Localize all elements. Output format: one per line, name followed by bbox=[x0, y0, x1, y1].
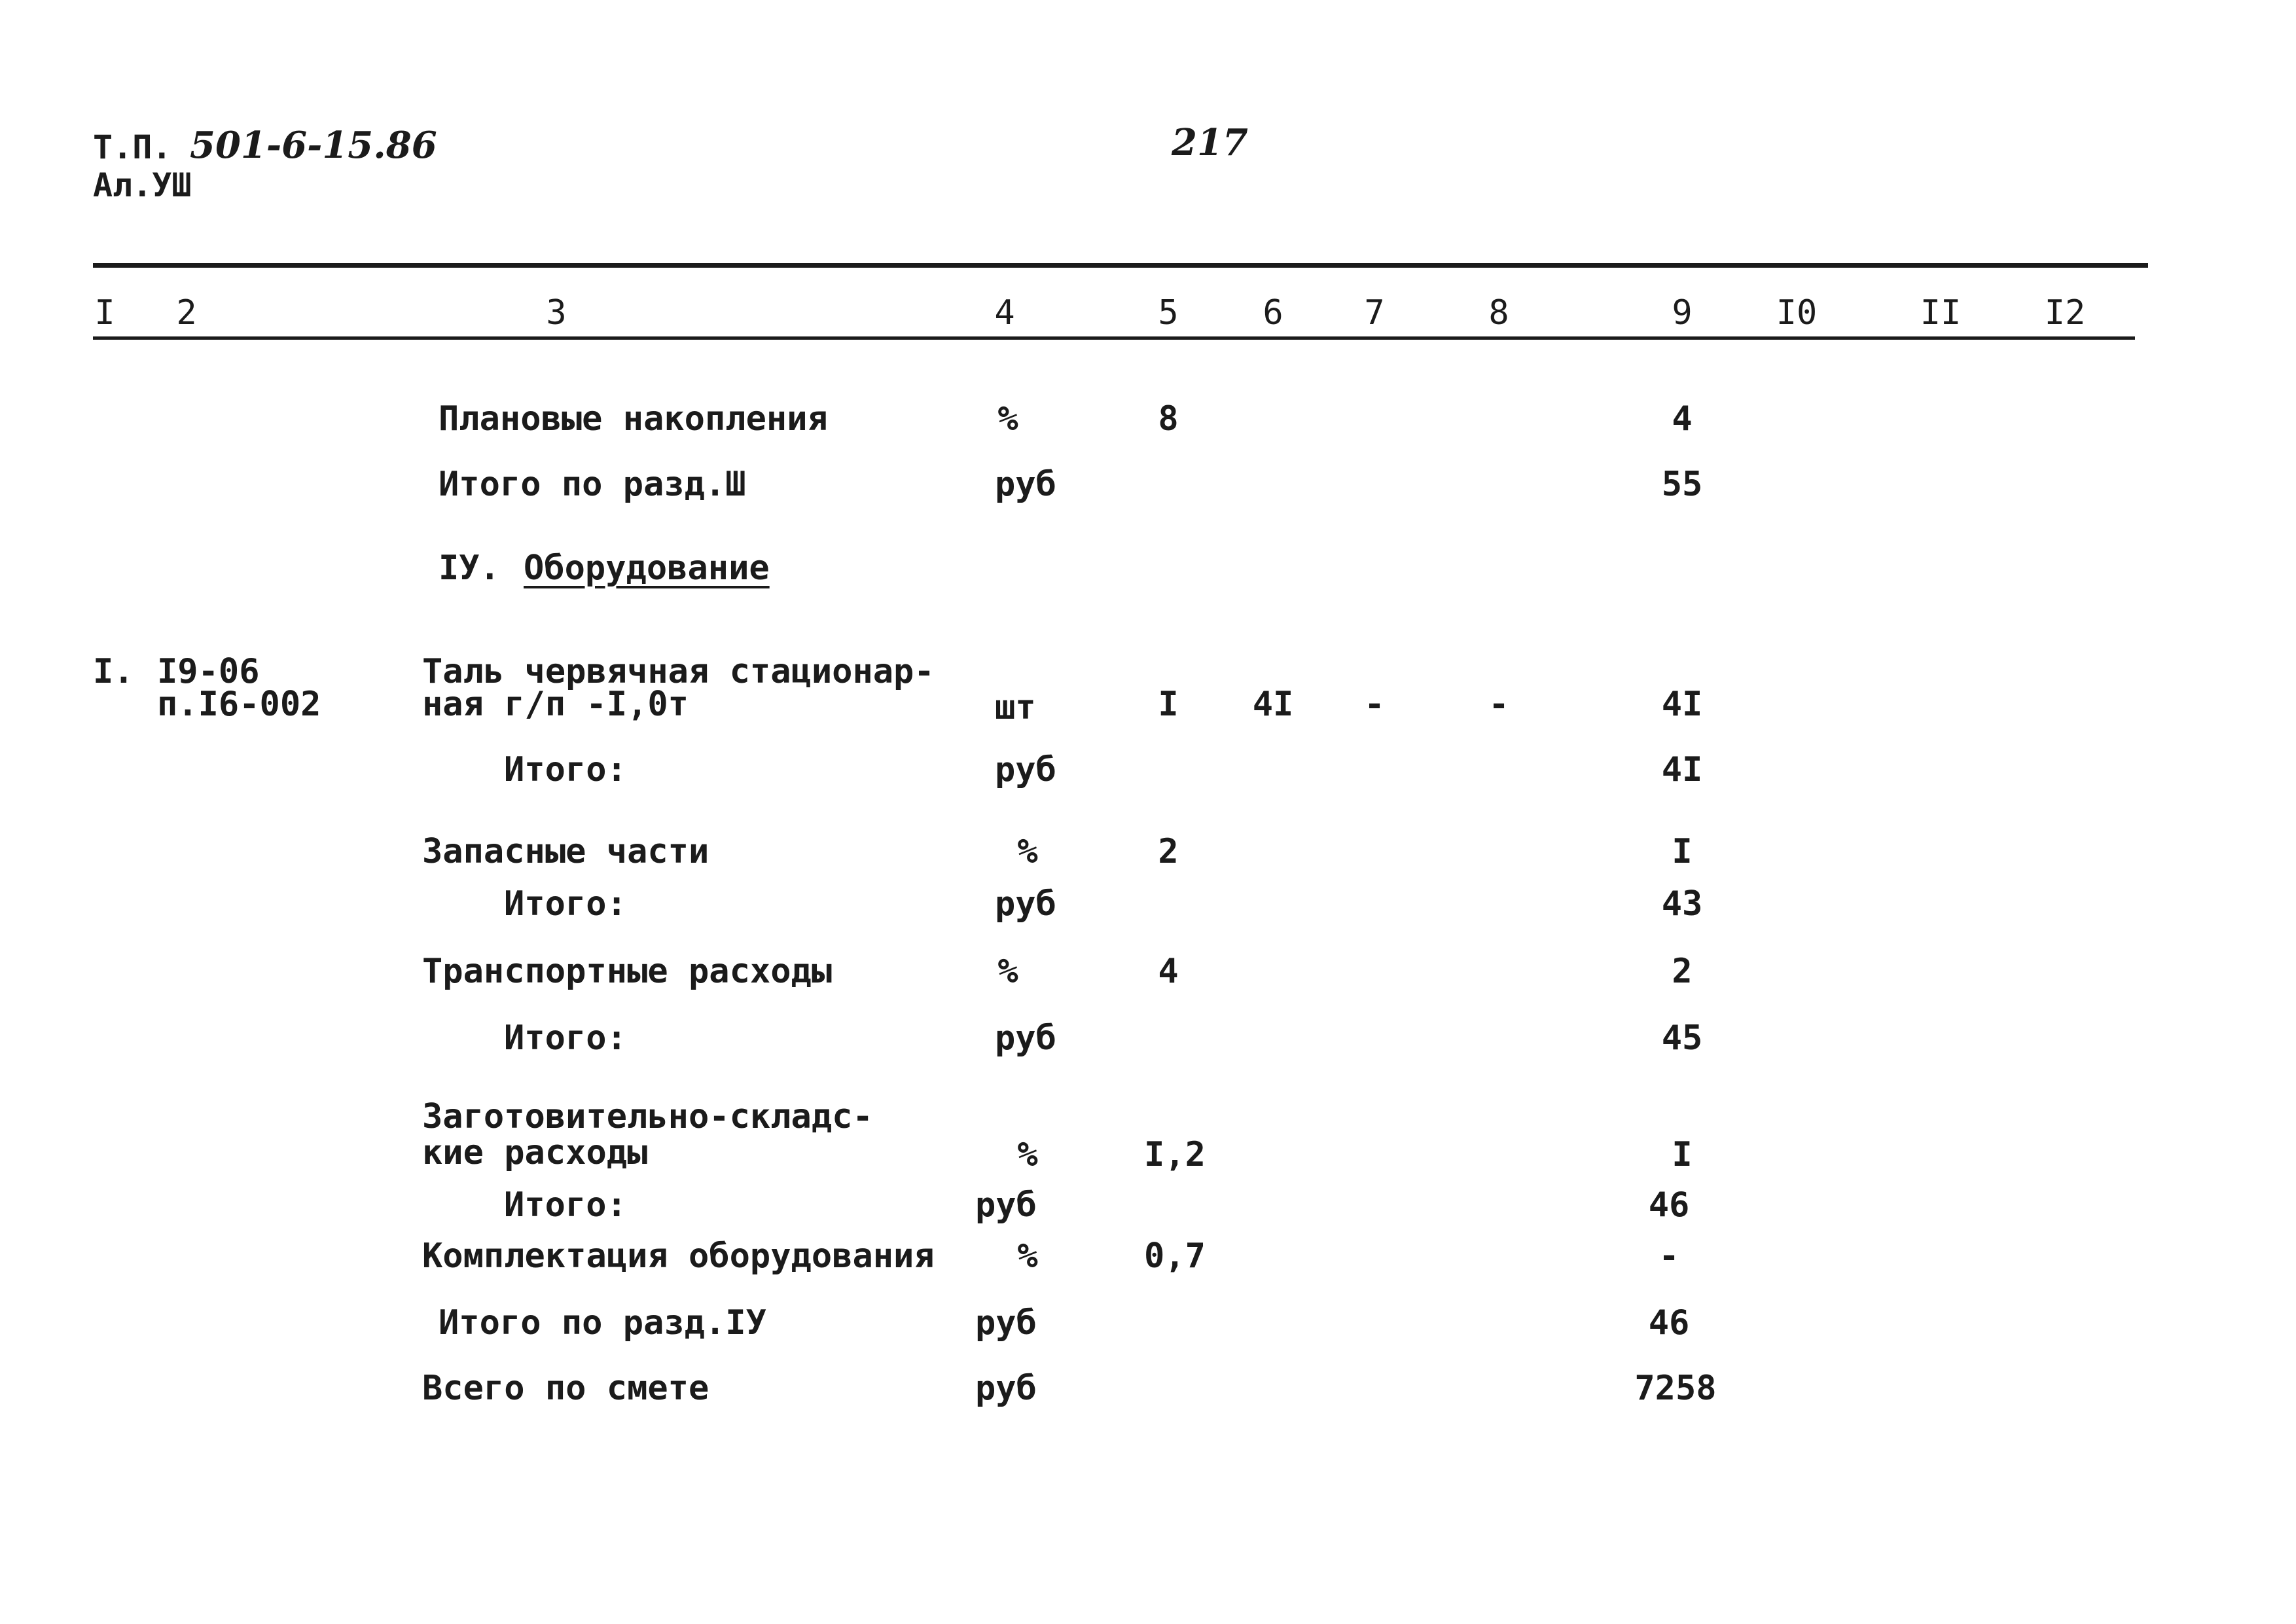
row-col5: 4 bbox=[1158, 952, 1179, 991]
row-col9: 43 bbox=[1661, 884, 1703, 924]
row-name: Итого: bbox=[504, 1185, 627, 1225]
row-col9: 4I bbox=[1661, 685, 1703, 724]
top-rule bbox=[93, 263, 2148, 268]
doc-code-number: 501-6-15.86 bbox=[190, 124, 437, 167]
row-col9: 4 bbox=[1672, 399, 1693, 439]
row-name: Итого: bbox=[504, 750, 627, 789]
header-underline bbox=[93, 336, 2135, 340]
col-header-10: I0 bbox=[1776, 293, 1818, 333]
col-header-6: 6 bbox=[1263, 293, 1283, 333]
col-header-8: 8 bbox=[1488, 293, 1509, 333]
col-header-3: 3 bbox=[546, 293, 567, 333]
row-unit: % bbox=[997, 399, 1018, 439]
album-label: Ал.УШ bbox=[93, 166, 192, 204]
row-col5: I bbox=[1158, 685, 1179, 724]
row-name: Комплектация оборудования bbox=[422, 1236, 935, 1276]
row-col9: 55 bbox=[1661, 465, 1703, 504]
row-col9: 7258 bbox=[1634, 1369, 1717, 1408]
col-header-5: 5 bbox=[1158, 293, 1179, 333]
col-header-1: I bbox=[94, 293, 115, 333]
row-unit: руб bbox=[995, 1019, 1056, 1058]
col-header-9: 9 bbox=[1672, 293, 1693, 333]
row-unit: руб bbox=[975, 1185, 1037, 1225]
doc-code-prefix: Т.П. bbox=[93, 128, 172, 166]
row-name: Запасные части bbox=[422, 832, 709, 871]
col-header-2: 2 bbox=[176, 293, 197, 333]
row-unit: руб bbox=[975, 1303, 1037, 1343]
section-number: IУ. bbox=[439, 549, 500, 588]
row-name: Всего по смете bbox=[422, 1369, 709, 1408]
row-col5: 0,7 bbox=[1144, 1236, 1206, 1276]
row-col5: I,2 bbox=[1144, 1135, 1206, 1174]
row-code-line1: I9-06 bbox=[157, 652, 260, 691]
row-name-line1: Заготовительно-складс- bbox=[422, 1097, 873, 1136]
row-code-line2: п.I6-002 bbox=[157, 685, 321, 724]
page-number: 217 bbox=[1172, 121, 1248, 164]
row-unit: % bbox=[1017, 832, 1038, 871]
row-name: Транспортные расходы bbox=[422, 952, 833, 991]
row-name-line1: Таль червячная стационар- bbox=[422, 652, 935, 691]
row-col9: I bbox=[1672, 832, 1693, 871]
row-col9: - bbox=[1659, 1236, 1679, 1276]
row-name: Итого: bbox=[504, 1019, 627, 1058]
row-unit: % bbox=[1017, 1236, 1038, 1276]
row-name: Итого по разд.Ш bbox=[439, 465, 746, 504]
col-header-12: I2 bbox=[2044, 293, 2086, 333]
row-number: I. bbox=[93, 652, 134, 691]
row-col9: 46 bbox=[1648, 1185, 1690, 1225]
row-unit: руб bbox=[975, 1369, 1037, 1408]
col-header-4: 4 bbox=[994, 293, 1015, 333]
row-unit: % bbox=[997, 952, 1018, 991]
row-unit: % bbox=[1017, 1135, 1038, 1174]
row-col9: I bbox=[1672, 1135, 1693, 1174]
row-col6: 4I bbox=[1252, 685, 1294, 724]
row-col9: 45 bbox=[1661, 1019, 1703, 1058]
row-name: Плановые накопления bbox=[439, 399, 828, 439]
row-name: Итого по разд.IУ bbox=[439, 1303, 766, 1343]
row-name-line2: кие расходы bbox=[422, 1133, 648, 1172]
row-unit: шт bbox=[995, 688, 1036, 727]
section-title: Оборудование bbox=[524, 549, 770, 588]
row-col9: 2 bbox=[1672, 952, 1693, 991]
row-col5: 8 bbox=[1158, 399, 1179, 439]
row-unit: руб bbox=[995, 750, 1056, 789]
row-unit: руб bbox=[995, 884, 1056, 924]
row-col8: - bbox=[1488, 685, 1509, 724]
row-col7: - bbox=[1364, 685, 1385, 724]
row-unit: руб bbox=[995, 465, 1056, 504]
row-col9: 4I bbox=[1661, 750, 1703, 789]
row-name: Итого: bbox=[504, 884, 627, 924]
row-col9: 46 bbox=[1648, 1303, 1690, 1343]
col-header-7: 7 bbox=[1364, 293, 1385, 333]
row-col5: 2 bbox=[1158, 832, 1179, 871]
col-header-11: II bbox=[1920, 293, 1962, 333]
row-name-line2: ная г/п -I,0т bbox=[422, 685, 689, 724]
